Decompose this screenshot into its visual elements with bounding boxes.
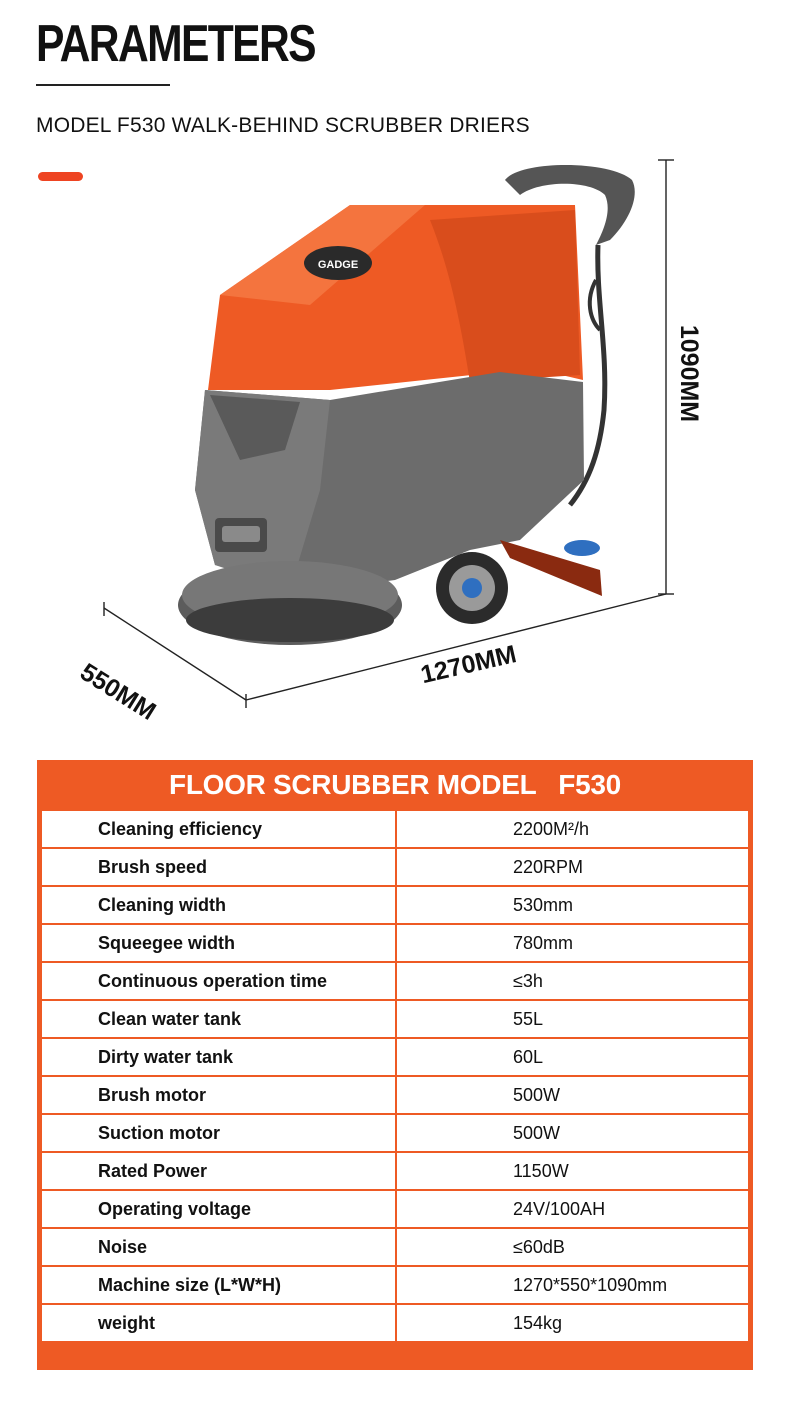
- spec-table: [40, 809, 750, 1343]
- table-row: [41, 924, 749, 962]
- spec-label: Operating voltage: [41, 1190, 396, 1228]
- spec-label: Cleaning width: [41, 886, 396, 924]
- spec-label: Cleaning efficiency: [41, 810, 396, 848]
- spec-label: Brush speed: [41, 848, 396, 886]
- table-row: [41, 1228, 749, 1266]
- spec-value: ≤3h: [396, 962, 749, 1000]
- spec-value: ≤60dB: [396, 1228, 749, 1266]
- spec-table-title: FLOOR SCRUBBER MODEL F530: [169, 768, 621, 800]
- spec-value: 1270*550*1090mm: [396, 1266, 749, 1304]
- title-underline: [36, 84, 170, 86]
- table-row: [41, 1152, 749, 1190]
- table-row: [41, 1304, 749, 1342]
- scrubber-illustration: [0, 150, 790, 730]
- table-row: [41, 810, 749, 848]
- spec-value: 60L: [396, 1038, 749, 1076]
- height-dimension-label: 1090MM: [675, 324, 704, 423]
- spec-label: Brush motor: [41, 1076, 396, 1114]
- table-row: [41, 886, 749, 924]
- table-row: [41, 1038, 749, 1076]
- table-row: [41, 1190, 749, 1228]
- table-row: [41, 962, 749, 1000]
- spec-label: weight: [41, 1304, 396, 1342]
- spec-value: 154kg: [396, 1304, 749, 1342]
- brand-logo: GADGE: [317, 259, 359, 271]
- spec-value: 500W: [396, 1076, 749, 1114]
- spec-value: 780mm: [396, 924, 749, 962]
- spec-value: 220RPM: [396, 848, 749, 886]
- table-row: [41, 848, 749, 886]
- length-dimension-label: 1270MM: [418, 640, 520, 690]
- model-subtitle: MODEL F530 WALK-BEHIND SCRUBBER DRIERS: [36, 114, 530, 137]
- spec-label: Dirty water tank: [41, 1038, 396, 1076]
- table-row: [41, 1114, 749, 1152]
- spec-label: Clean water tank: [41, 1000, 396, 1038]
- width-dimension-label: 550MM: [75, 658, 161, 726]
- table-row: [41, 1076, 749, 1114]
- spec-value: 24V/100AH: [396, 1190, 749, 1228]
- spec-label: Squeegee width: [41, 924, 396, 962]
- spec-label: Machine size (L*W*H): [41, 1266, 396, 1304]
- spec-table-panel: [37, 760, 753, 1370]
- product-figure: [0, 150, 790, 730]
- spec-value: 1150W: [396, 1152, 749, 1190]
- table-row: [41, 1000, 749, 1038]
- page-title: PARAMETERS: [36, 15, 315, 73]
- spec-value: 500W: [396, 1114, 749, 1152]
- table-row: [41, 1266, 749, 1304]
- spec-value: 2200M²/h: [396, 810, 749, 848]
- spec-value: 55L: [396, 1000, 749, 1038]
- spec-label: Noise: [41, 1228, 396, 1266]
- spec-label: Rated Power: [41, 1152, 396, 1190]
- spec-label: Continuous operation time: [41, 962, 396, 1000]
- spec-value: 530mm: [396, 886, 749, 924]
- spec-label: Suction motor: [41, 1114, 396, 1152]
